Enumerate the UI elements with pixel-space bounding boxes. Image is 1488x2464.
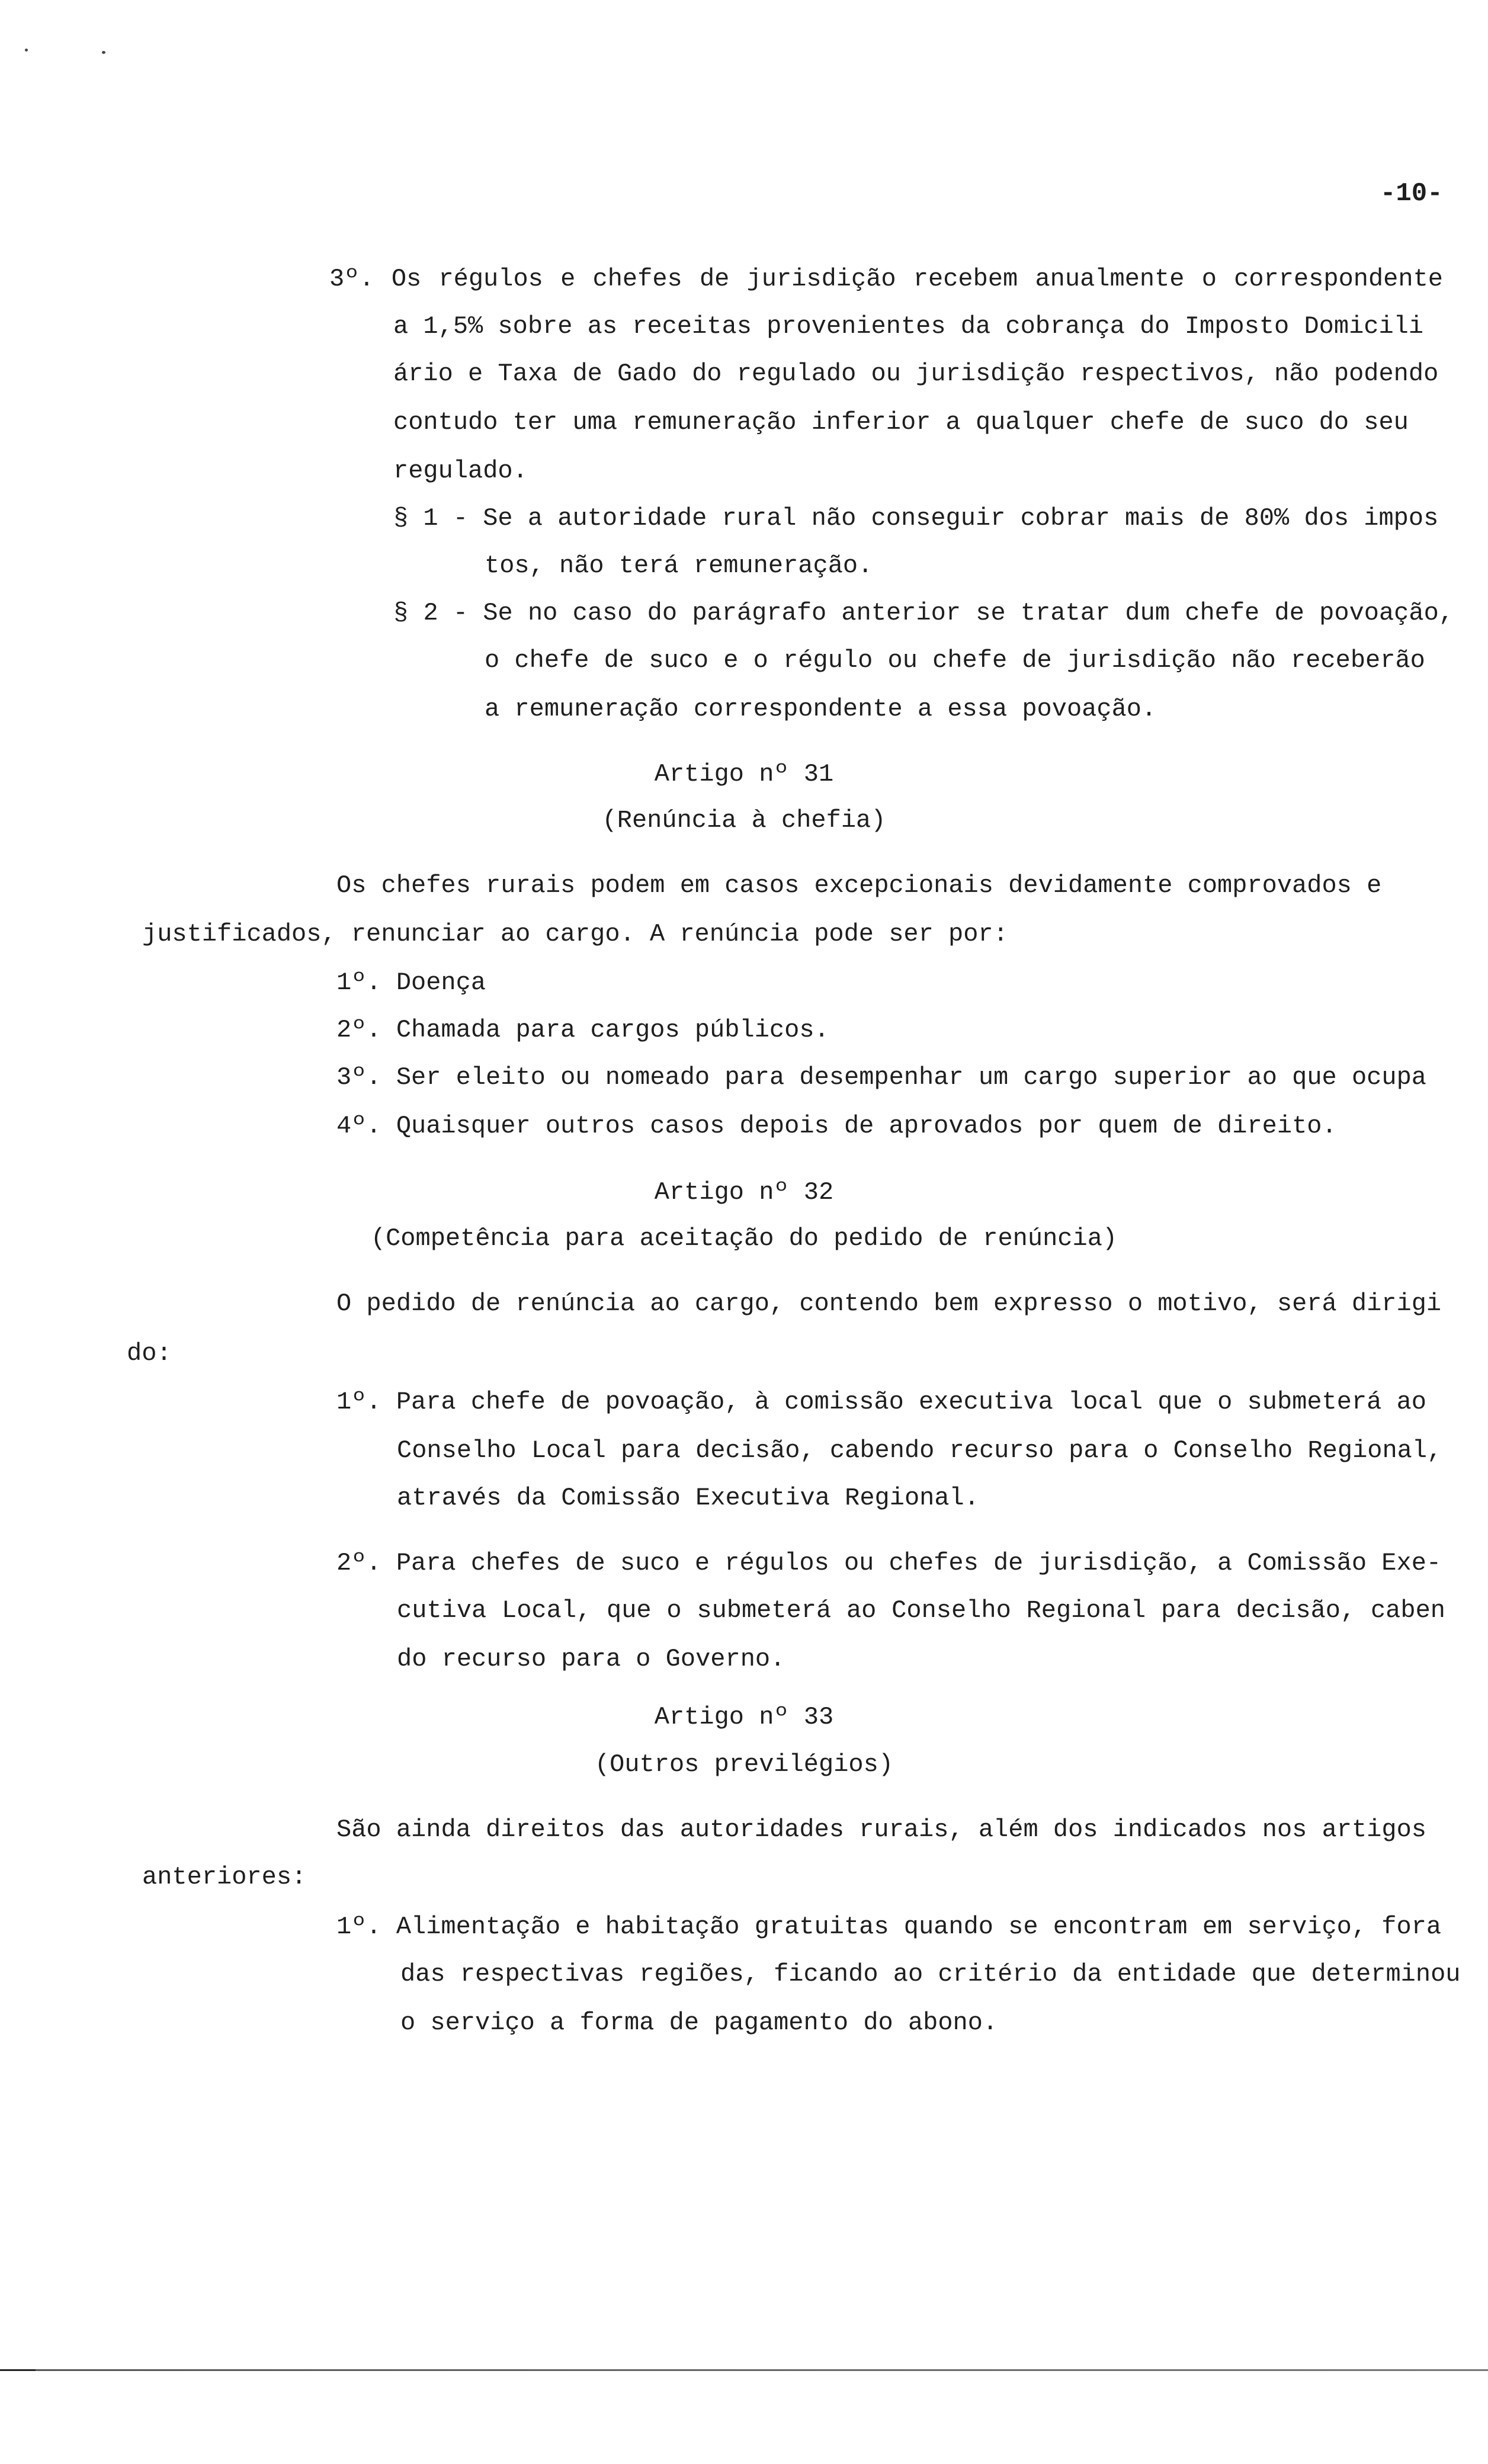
art31-item-4: 4º. Quaisquer outros casos depois de aprovados por quem de direito. <box>336 1112 1337 1140</box>
scan-speck <box>102 51 105 54</box>
art31-intro-line1: Os chefes rurais podem em casos excepcionais devidamente comprovados e <box>336 871 1382 900</box>
para1-line1: § 1 - Se a autoridade rural não conseguir cobrar mais de 80% dos impos <box>393 504 1439 532</box>
scan-speck <box>25 49 28 52</box>
art31-item-1: 1º. Doença <box>336 968 486 997</box>
art32-item1-line2: Conselho Local para decisão, cabendo recurso para o Conselho Regional, <box>397 1436 1442 1465</box>
art32-subtitle: (Competência para aceitação do pedido de renúncia) <box>370 1224 1118 1253</box>
art33-title: Artigo nº 33 <box>654 1703 834 1731</box>
para2-line1: § 2 - Se no caso do parágrafo anterior se tratar dum chefe de povoação, <box>393 599 1454 627</box>
art32-item2-line3: do recurso para o Governo. <box>397 1645 785 1673</box>
art31-intro-line2: justificados, renunciar ao cargo. A renúncia pode ser por: <box>142 920 1008 948</box>
art33-item1-line2: das respectivas regiões, ficando ao critério da entidade que determinou <box>400 1960 1461 1988</box>
art32-intro-line1: O pedido de renúncia ao cargo, contendo bem expresso o motivo, será dirigi <box>336 1289 1442 1318</box>
art31-item-2: 2º. Chamada para cargos públicos. <box>336 1016 829 1044</box>
art33-item1-line1: 1º. Alimentação e habitação gratuitas quando se encontram em serviço, fora <box>336 1913 1442 1941</box>
item3-line1: 3º. Os régulos e chefes de jurisdição recebem anualmente o correspondente <box>329 265 1443 293</box>
art32-item1-line3: através da Comissão Executiva Regional. <box>397 1484 979 1512</box>
art31-subtitle: (Renúncia à chefia) <box>602 806 886 835</box>
art32-item1-line1: 1º. Para chefe de povoação, à comissão executiva local que o submeterá ao <box>336 1388 1426 1416</box>
item3-line3: ário e Taxa de Gado do regulado ou jurisdição respectivos, não podendo <box>393 360 1439 388</box>
scan-bottom-edge <box>0 2369 1488 2371</box>
art33-intro-line1: São ainda direitos das autoridades rurais, além dos indicados nos artigos <box>336 1815 1426 1844</box>
art31-item-3: 3º. Ser eleito ou nomeado para desempenhar um cargo superior ao que ocupa <box>336 1063 1426 1092</box>
art32-intro-line2: do: <box>127 1339 172 1368</box>
item3-line5: regulado. <box>393 457 528 485</box>
para2-line3: a remuneração correspondente a essa povoação. <box>485 695 1157 723</box>
item3-line4: contudo ter uma remuneração inferior a qualquer chefe de suco do seu <box>393 408 1409 437</box>
art33-subtitle: (Outros previlégios) <box>594 1750 894 1779</box>
para1-line2: tos, não terá remuneração. <box>485 551 873 580</box>
page-number: -10- <box>1380 179 1443 208</box>
art32-item2-line2: cutiva Local, que o submeterá ao Conselho Regional para decisão, caben <box>397 1596 1445 1625</box>
art33-intro-line2: anteriores: <box>142 1863 307 1891</box>
item3-line2: a 1,5% sobre as receitas provenientes da cobrança do Imposto Domicili <box>393 312 1424 341</box>
art32-item2-line1: 2º. Para chefes de suco e régulos ou chefes de jurisdição, a Comissão Exe- <box>336 1549 1442 1577</box>
art32-title: Artigo nº 32 <box>654 1178 834 1207</box>
art31-title: Artigo nº 31 <box>654 760 834 788</box>
art33-item1-line3: o serviço a forma de pagamento do abono. <box>400 2009 998 2037</box>
para2-line2: o chefe de suco e o régulo ou chefe de jurisdição não receberão <box>485 646 1425 675</box>
